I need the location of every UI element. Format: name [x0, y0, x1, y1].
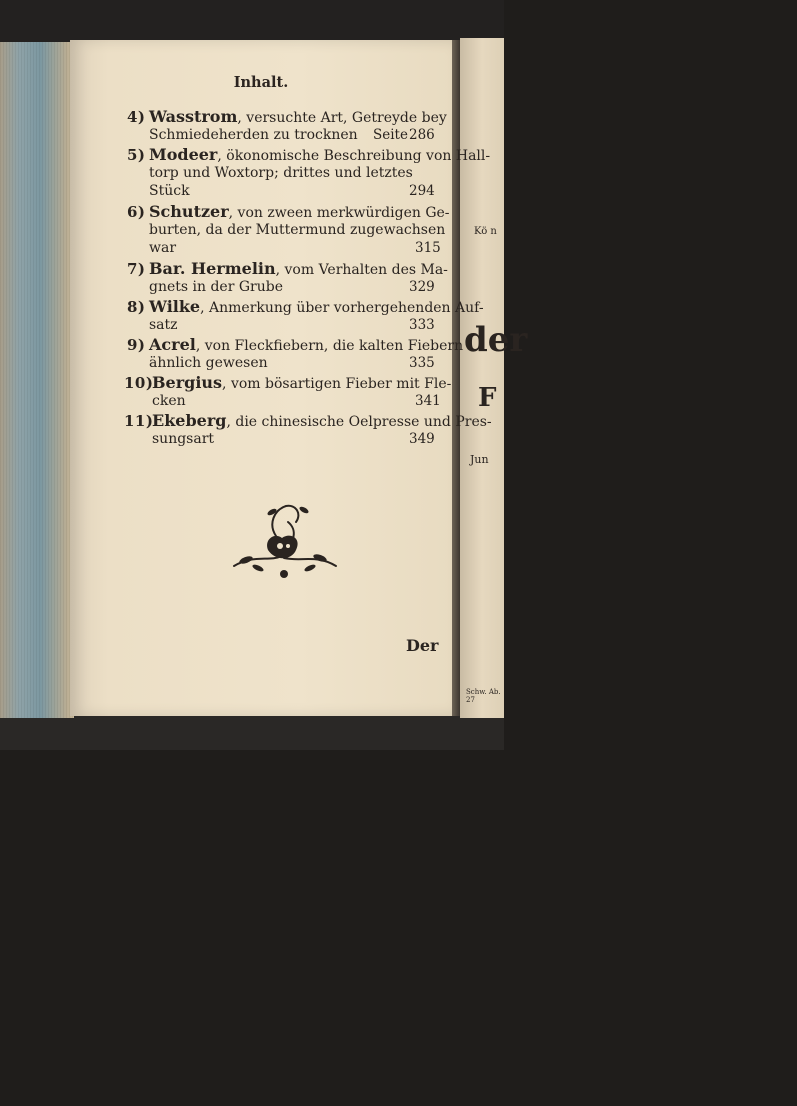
facing-page-text-5: Schw. Ab. 27 [466, 688, 501, 704]
entry-number: 10) [124, 374, 154, 392]
toc-entry [127, 335, 464, 376]
entry-number: 11) [124, 412, 154, 430]
entry-author: Ekeberg [152, 411, 227, 430]
toc-entry [124, 373, 452, 414]
entry-line-2: satz [149, 317, 178, 333]
toc-entry [127, 145, 491, 204]
catchword: Der [406, 636, 439, 655]
entry-line-1: , Anmerkung über vorhergehenden Auf- [200, 300, 484, 316]
entry-author: Wasstrom [149, 107, 238, 126]
entry-page-number: 286 [409, 127, 435, 143]
entry-number: 8) [127, 298, 146, 316]
entry-line-2: burten, da der Muttermund zugewachsen [149, 222, 446, 238]
entry-page-number: 329 [409, 279, 435, 295]
entry-author: Modeer [149, 145, 218, 164]
entry-author: Schutzer [149, 202, 229, 221]
entry-line-2: torp und Woxtorp; drittes und letztes [149, 165, 413, 181]
entry-line-1: , vom Verhalten des Ma- [275, 262, 448, 278]
facing-page-text-2: der [464, 320, 528, 360]
entry-line-1: , von zween merkwürdigen Ge- [228, 205, 450, 221]
entry-line-1: , vom bösartigen Fieber mit Fle- [222, 376, 452, 392]
entry-line-2: gnets in der Grube [149, 279, 283, 295]
toc-entry [124, 411, 492, 452]
entry-seite-label: Seite [373, 127, 408, 143]
entry-line-1: , ökonomische Beschreibung von Hall- [217, 148, 491, 164]
entry-page-number: 349 [409, 431, 435, 447]
entry-author: Wilke [149, 297, 201, 316]
facing-page-text-3: F [478, 383, 497, 413]
book-page-edges [0, 42, 74, 718]
toc-entry [127, 202, 450, 261]
entry-page-number: 315 [415, 240, 441, 256]
entry-line-2: Schmiedeherden zu trocknen [149, 127, 358, 143]
entry-number: 5) [127, 146, 146, 164]
entry-author: Bar. Hermelin [149, 259, 276, 278]
entry-line-3: war [149, 240, 177, 256]
entry-line-2: sungsart [152, 431, 215, 447]
entry-author: Acrel [149, 335, 196, 354]
entry-line-3: Stück [149, 183, 190, 199]
floral-ornament-icon [224, 496, 344, 592]
entry-number: 7) [127, 260, 146, 278]
entry-number: 9) [127, 336, 146, 354]
entry-page-number: 333 [409, 317, 435, 333]
entry-page-number: 294 [409, 183, 435, 199]
entry-line-2: ähnlich gewesen [149, 355, 268, 371]
entry-author: Bergius [152, 373, 223, 392]
facing-page-text-4: Jun [470, 453, 489, 466]
toc-entry [127, 259, 448, 300]
facing-page-text-1: Kö n [474, 226, 497, 237]
entry-number: 4) [127, 108, 146, 126]
entry-page-number: 335 [409, 355, 435, 371]
entry-line-2: cken [152, 393, 186, 409]
page-title: Inhalt. [233, 74, 289, 91]
entry-page-number: 341 [415, 393, 441, 409]
toc-entry [127, 297, 484, 338]
entry-line-1: , versuchte Art, Getreyde bey [237, 110, 447, 126]
entry-line-1: , die chinesische Oelpresse und Pres- [226, 414, 492, 430]
entry-number: 6) [127, 203, 146, 221]
toc-entry [127, 107, 447, 148]
entry-line-1: , von Fleckfiebern, die kalten Fiebern [195, 338, 464, 354]
